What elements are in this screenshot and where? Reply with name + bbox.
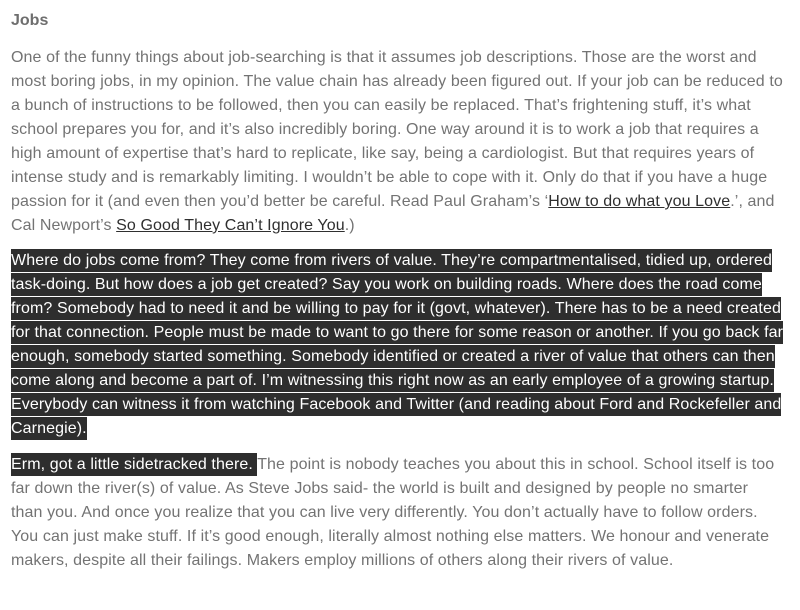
paragraph-where-do-jobs-come-from[interactable] xyxy=(11,249,784,441)
paragraph-text: One of the funny things about job-searching is that it assumes job descriptions. Those are the worst and most boring jobs, in my opinion. The value chain has already been figured out. If your job can be reduced to a bunch of instructions to be followed, then you can easily be replaced. That’s frightening stuff, it’s what school prepares you for, and it’s also incredibly boring. One way around it is to work a job that requires a high amount of expertise that’s hard to replicate, like say, being a cardiologist. But that requires years of intense study and is remarkably limiting. I wouldn’t be able to cope with it. Only do that if you have a huge passion for it (and even then you’d better be careful. Read Paul Graham’s ‘ xyxy=(11,49,783,210)
article-heading: Jobs xyxy=(11,12,49,29)
paragraph-text: The point is nobody teaches you about this in school. School itself is too far down the river(s) of value. As Steve Jobs said- the world is built and designed by people no smarter than you. And once you realize that you can live very differently. You don’t actually have to follow orders. You can just make stuff. If it’s good enough, literally almost nothing else matters. We honour and venerate makers, despite all their failings. Makers employ millions of others along their rivers of value. xyxy=(11,456,775,569)
link-how-to-do-what-you-love[interactable]: How to do what you Love xyxy=(548,193,731,210)
link-so-good-they-cant-ignore-you[interactable]: So Good They Can’t Ignore You xyxy=(116,217,345,234)
paragraph-sidetracked[interactable] xyxy=(11,453,784,573)
paragraph-text: .’, and Cal Newport’s xyxy=(11,193,775,234)
paragraph-job-descriptions xyxy=(11,46,784,238)
selected-text[interactable]: Erm, got a little sidetracked there. xyxy=(11,453,257,476)
paragraph-text: .) xyxy=(344,217,355,234)
selected-text[interactable]: Where do jobs come from? They come from rivers of value. They’re compartmentalised, tidied up, ordered task-doing. But how does a job get created? Say you work on building roads. Where does the road come from? Somebody had to need it and be willing to pay for it (govt, whatever). There has to be a need created for that connection. People must be made to want to go there for some reason or another. If you go back far enough, somebody started something. Somebody identified or created a river of value that others can then come along and become a part of. I’m witnessing this right now as an early employee of a growing startup. Everybody can witness it from watching Facebook and Twitter (and reading about Ford and Rockefeller and Carnegie). xyxy=(11,249,783,440)
